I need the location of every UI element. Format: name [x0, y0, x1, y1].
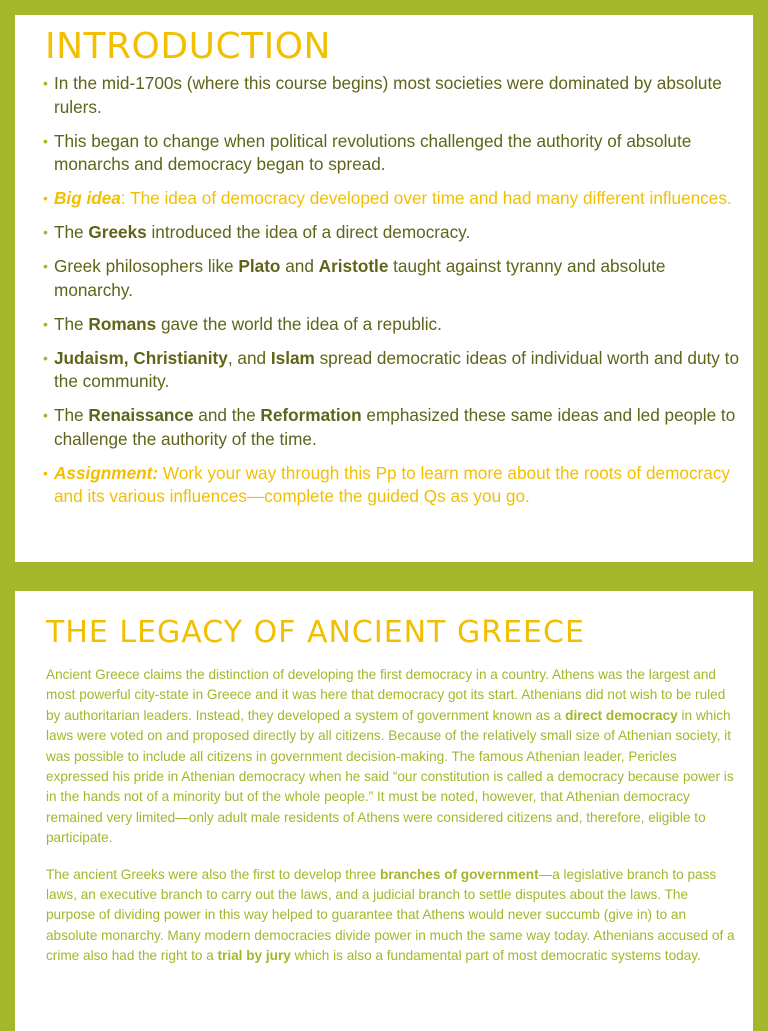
text-run: Work your way through this Pp to learn more about the roots of democracy and its various influences—complete the guided Qs as you go. — [54, 462, 731, 506]
bullet-item — [45, 462, 739, 509]
text-run: The — [54, 405, 89, 425]
bold-term: Greeks — [88, 222, 147, 242]
bullet-item — [45, 404, 739, 451]
text-run: —a legislative branch to pass laws, an executive branch to carry out the laws, and a judicial branch to settle disputes about the laws. The purpose of dividing power in this way helped to guarantee that Athens would never succumb (give in) to an absolute monarchy. Many modern democracies divide power in much the same way today. Athenians accused of a crime also had the right to a — [46, 866, 735, 964]
bold-term: Reformation — [260, 405, 362, 425]
bullet-dot-icon: • — [43, 407, 48, 423]
bullet-dot-icon: • — [43, 258, 48, 274]
text-run: and — [280, 256, 319, 276]
bullet-item — [45, 313, 739, 337]
bold-term: trial by jury — [217, 948, 291, 964]
slide-legacy-of-ancient-greece — [15, 591, 753, 1031]
paragraph — [46, 665, 736, 849]
emphasis-label: Big idea — [54, 188, 121, 208]
bullet-item — [45, 347, 739, 394]
bold-term: branches of government — [379, 866, 539, 882]
text-run: The ancient Greeks were also the first to develop three — [46, 866, 380, 882]
text-run: , and — [227, 347, 271, 368]
text-run: taught against tyranny and absolute monarchy. — [54, 256, 666, 300]
bullet-item — [45, 130, 739, 177]
text-run: spread democratic ideas of individual worth and duty to the community. — [54, 347, 740, 391]
text-run: emphasized these same ideas and led people to challenge the authority of the time. — [54, 405, 736, 449]
bullet-dot-icon: • — [43, 190, 48, 206]
slide-title-legacy: THE LEGACY OF ANCIENT GREECE — [46, 615, 585, 650]
text-run: introduced the idea of a direct democracy. — [146, 222, 471, 242]
text-run: The — [54, 222, 89, 242]
text-run: and the — [193, 405, 261, 425]
slide-introduction — [15, 15, 753, 562]
bullet-item — [45, 187, 739, 211]
slide-title-introduction: INTRODUCTION — [45, 26, 331, 67]
text-run: The — [54, 313, 89, 334]
emphasis-label: Assignment: — [54, 462, 159, 483]
bullet-dot-icon: • — [43, 132, 48, 149]
bullet-dot-icon: • — [43, 75, 48, 91]
bullet-list — [45, 72, 753, 509]
text-run: In the mid-1700s (where this course begins) most societies were dominated by absolute rulers. — [54, 73, 722, 117]
body-text — [46, 665, 741, 967]
bullet-dot-icon: • — [43, 349, 48, 366]
bullet-dot-icon: • — [43, 464, 48, 481]
text-run: Ancient Greece claims the distinction of developing the first democracy in a country. Athens was the largest and most powerful city-state in Greece and it was here that democracy got its start. Athenians did not wish to be ruled by authoritarian leaders. Instead, they developed a system of government known as a — [46, 667, 726, 723]
text-run: : The idea of democracy developed over time and had many different influences. — [120, 188, 732, 208]
bold-term: Renaissance — [88, 405, 194, 425]
bullet-item — [45, 72, 739, 119]
text-run: Greek philosophers like — [54, 256, 239, 276]
bold-term: Romans — [88, 313, 157, 334]
text-run: which is also a fundamental part of most democratic systems today. — [290, 948, 701, 964]
bullet-item — [45, 255, 739, 302]
text-run: in which laws were voted on and proposed directly by all citizens. Because of the relatively small size of Athenian society, it was possible to include all citizens in government decision-making. The famous Athenian leader, Pericles expressed his pride in Athenian democracy when he said “our constitution is called a democracy because power is in the hands not of a minority but of the whole people.” It must be noted, however, that Athenian democracy remained very limited—only adult male residents of Athens were considered citizens and, therefore, eligible to participate. — [46, 707, 734, 846]
text-run: gave the world the idea of a republic. — [156, 313, 442, 334]
paragraph — [46, 865, 736, 967]
text-run: This began to change when political revolutions challenged the authority of absolute monarchs and democracy began to spread. — [54, 130, 692, 174]
bullet-item — [45, 221, 739, 245]
bullet-dot-icon: • — [43, 315, 48, 332]
bullet-dot-icon: • — [43, 224, 48, 240]
bold-term: Plato — [238, 256, 281, 276]
bold-term: direct democracy — [565, 707, 678, 723]
bold-term: Aristotle — [318, 256, 389, 276]
bold-term: Judaism, Christianity — [54, 347, 228, 368]
bold-term: Islam — [270, 347, 315, 368]
